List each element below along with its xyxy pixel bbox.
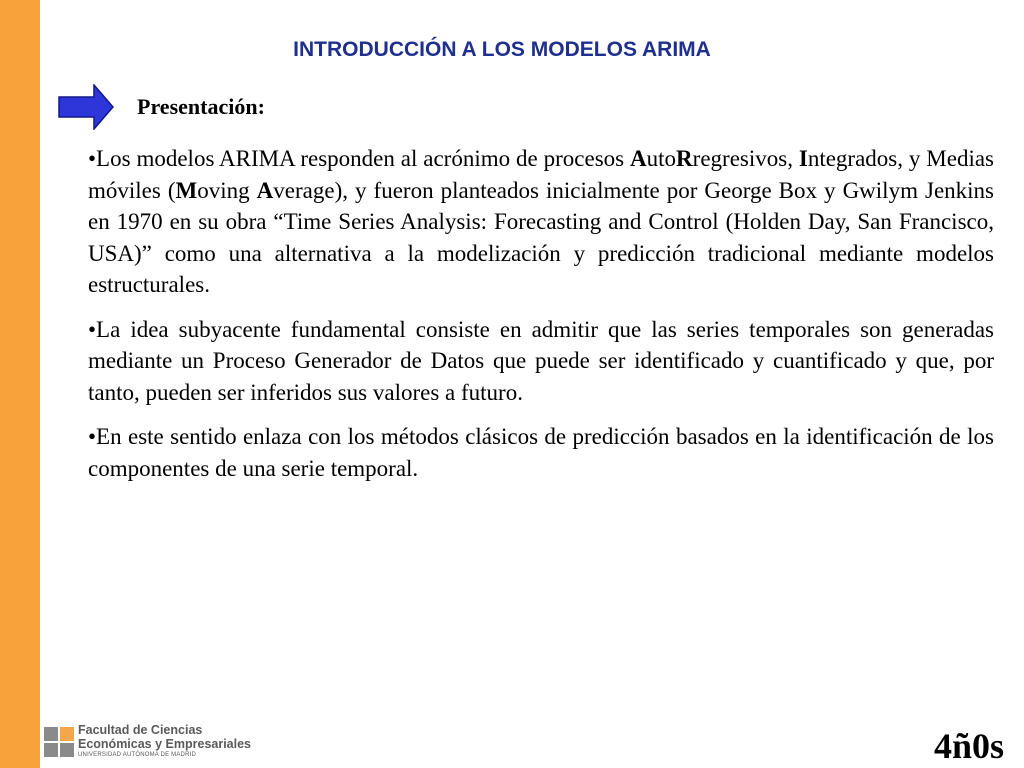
- arrow-right-icon: [58, 84, 114, 130]
- paragraph-classic-methods: •En este sentido enlaza con los métodos clásicos de predicción basados en la identificación de los componentes de una serie temporal.: [88, 424, 994, 481]
- left-accent-bar: [0, 0, 40, 768]
- logo-line-university: UNIVERSIDAD AUTÓNOMA DE MADRID: [78, 752, 197, 758]
- slide-body: [88, 143, 994, 497]
- logo-line-economics: Económicas y Empresariales: [78, 737, 252, 751]
- logo-line-faculty: Facultad de Ciencias: [78, 723, 203, 737]
- slide-subtitle: Presentación:: [137, 94, 265, 119]
- paragraph-underlying-idea: •La idea subyacente fundamental consiste en admitir que las series temporales son generadas mediante un Proceso Generador de Datos que puede ser identificado y cuantificado y que, por tanto, pueden ser inferidos sus valores a futuro.: [88, 316, 994, 405]
- faculty-logo-text: [78, 724, 251, 760]
- page-mark: 4ñ0s: [933, 726, 1004, 766]
- paragraph-arima-definition: •Los modelos ARIMA responden al acrónimo de procesos AutoRregresivos, Integrados, y Medias móviles (Moving Average), y fueron planteados inicialmente por George Box y Gwilym Jenkins en 1970 en su obra “Time Series Analysis: Forecasting and Control (Holden Day, San Francisco, USA)” como una alternativa a la modelización y predicción tradicional mediante modelos estructurales.: [88, 146, 994, 297]
- slide-title-text: INTRODUCCIÓN A LOS MODELOS ARIMA: [293, 38, 711, 61]
- slide-title: [0, 38, 1024, 62]
